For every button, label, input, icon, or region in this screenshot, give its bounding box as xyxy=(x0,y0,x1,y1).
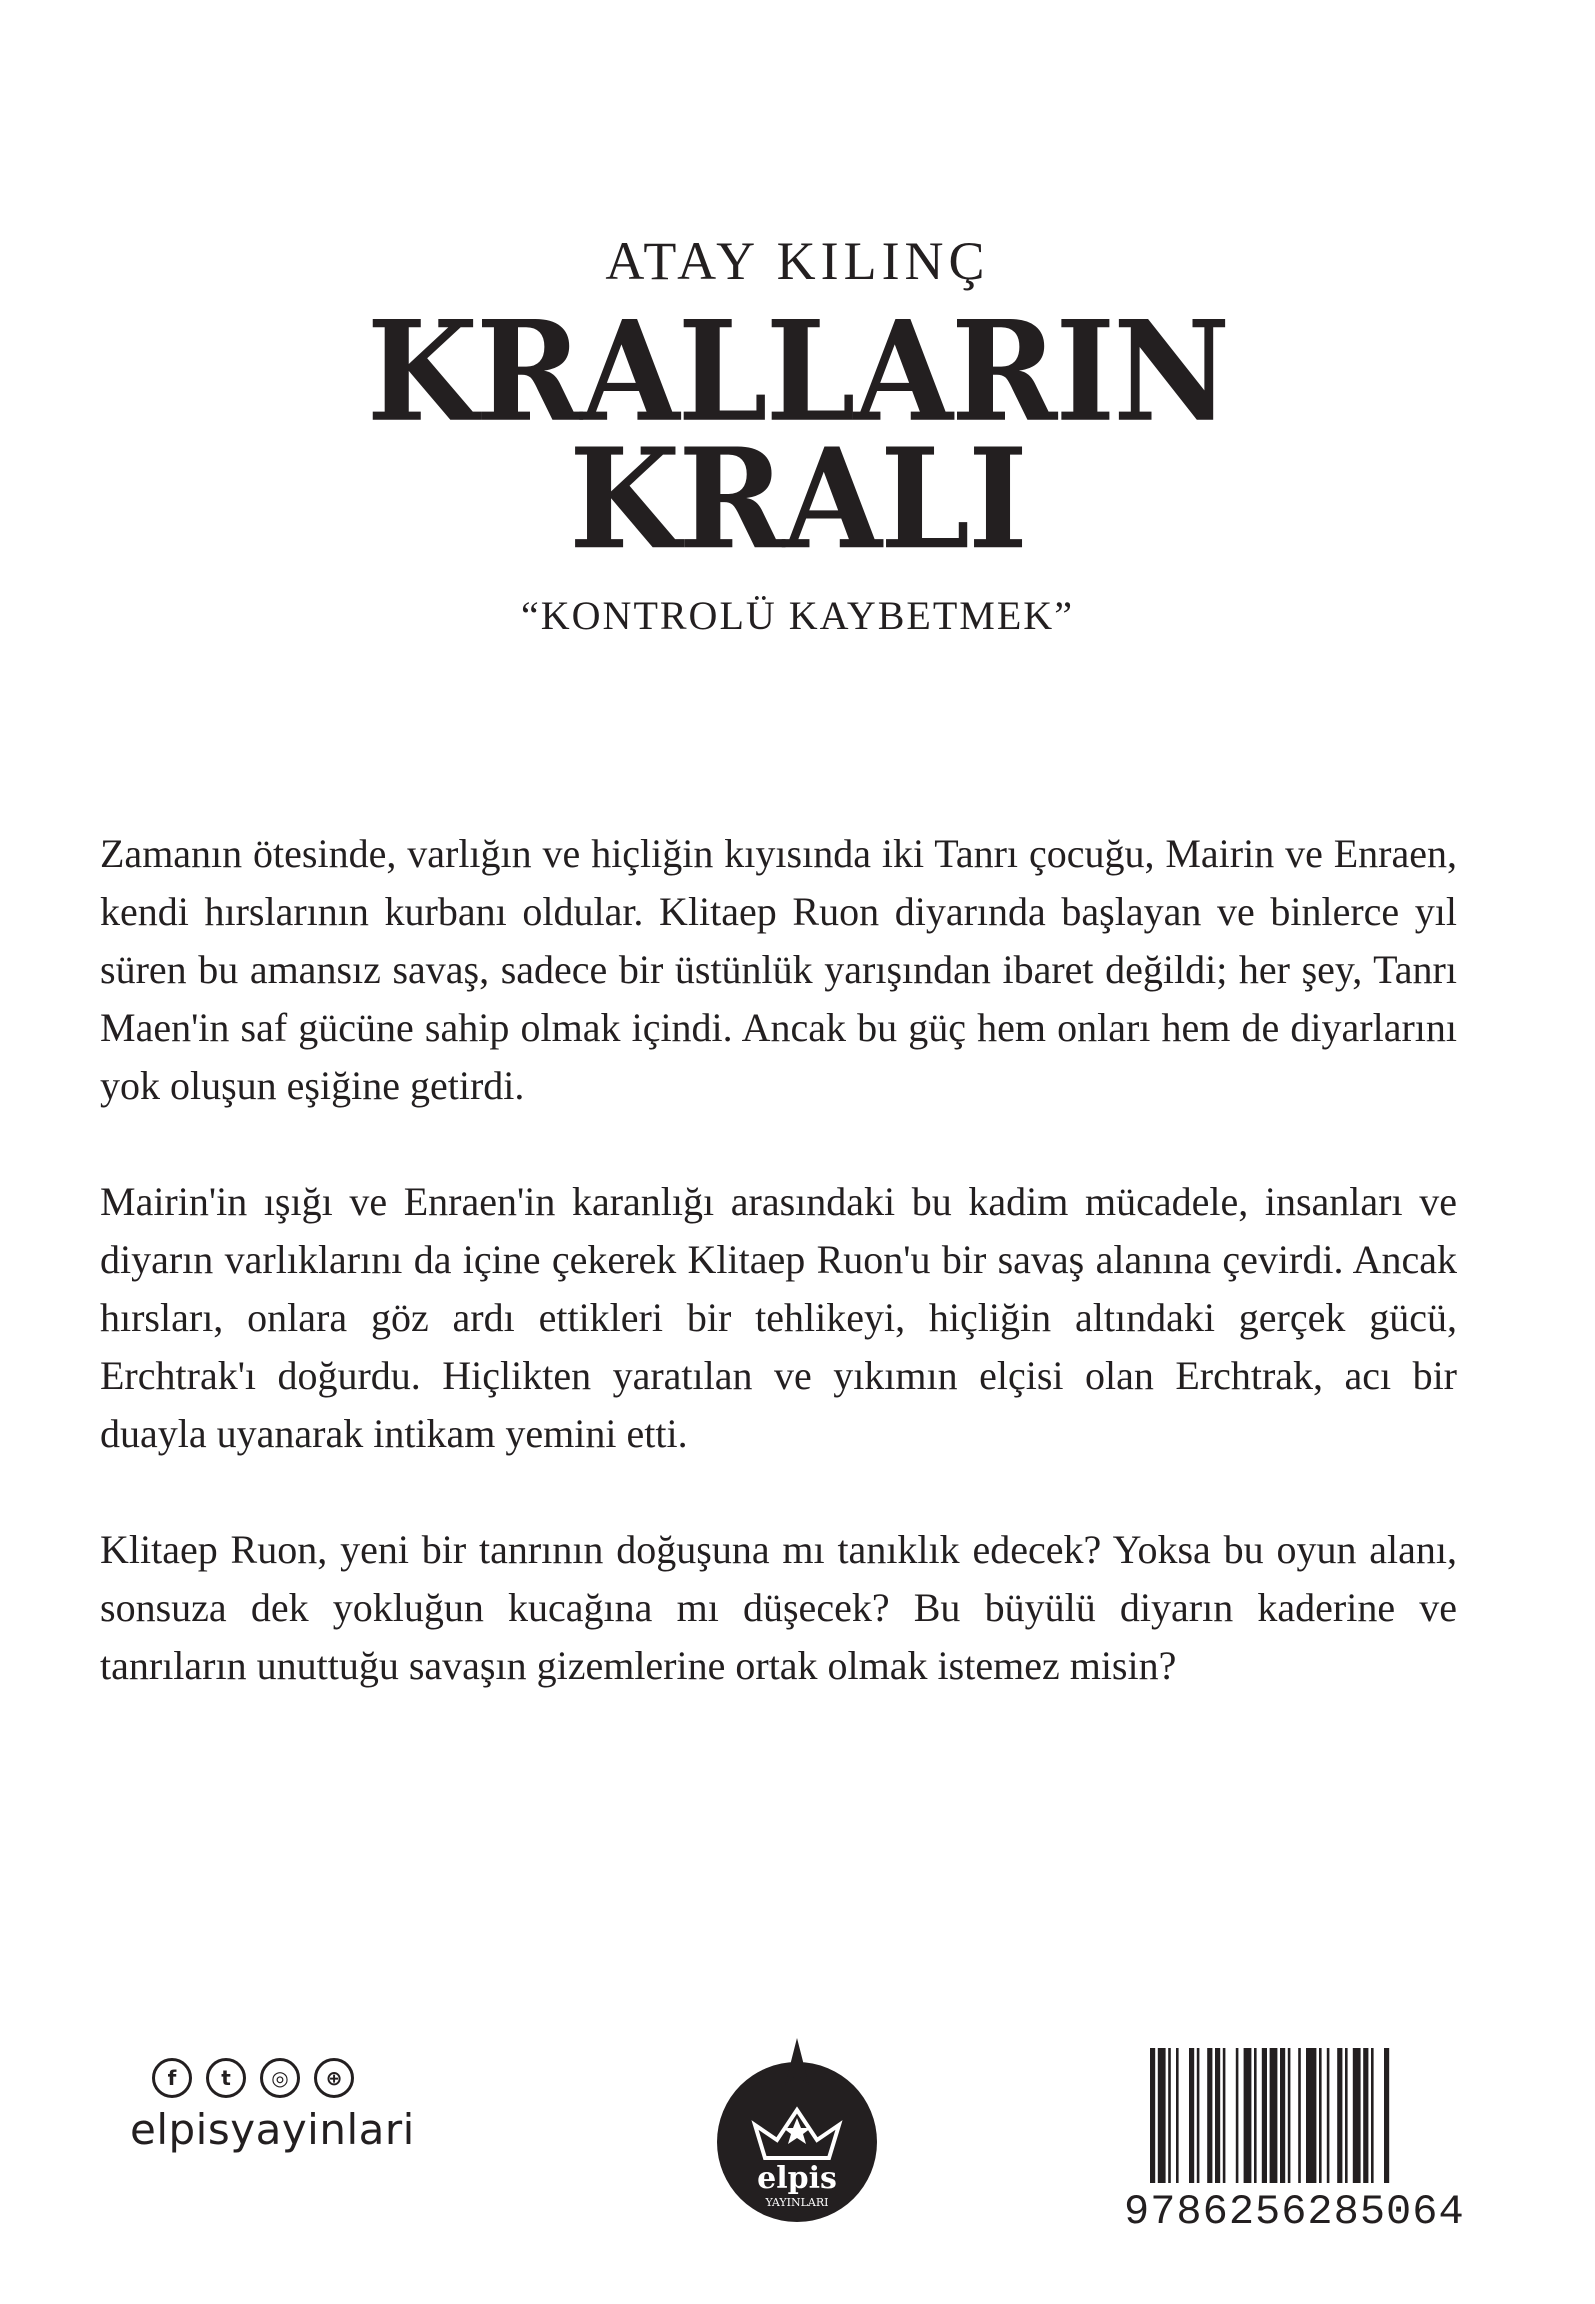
barcode-bar xyxy=(1384,2048,1389,2183)
publisher-logo xyxy=(715,2030,880,2225)
barcode-bar xyxy=(1223,2048,1226,2183)
barcode-bar xyxy=(1197,2048,1200,2183)
barcode-bar xyxy=(1262,2048,1267,2183)
book-subtitle: “KONTROLÜ KAYBETMEK” xyxy=(521,593,1074,638)
barcode-bar xyxy=(1337,2048,1342,2183)
barcode-bar xyxy=(1280,2048,1285,2183)
twitter-icon[interactable]: t xyxy=(206,2058,246,2098)
barcode-bar xyxy=(1327,2048,1330,2183)
barcode-bar xyxy=(1371,2048,1374,2183)
blurb-paragraph: Zamanın ötesinde, varlığın ve hiçliğin kıyısında iki Tanrı çocuğu, Mairin ve Enraen, kendi hırslarının kurbanı oldular. Klitaep Ruon diyarında başlayan ve binlerce yıl süren bu amansız savaş, sadece bir üstünlük yarışından ibaret değildi; her şey, Tanrı Maen'in saf gücüne sahip olmak içindi. Ancak bu güç hem onları hem de diyarlarını yok oluşun eşiğine getirdi. xyxy=(100,831,1457,1108)
logo-word: elpis xyxy=(757,2161,837,2196)
social-icons xyxy=(152,2058,354,2098)
barcode-bar xyxy=(1270,2048,1278,2183)
title-line-2: KRALI xyxy=(569,418,1026,581)
title-line-1: KRALLARIN xyxy=(366,291,1229,454)
facebook-icon[interactable]: f xyxy=(152,2058,192,2098)
barcode-bar xyxy=(1158,2048,1166,2183)
blurb-paragraph: Mairin'in ışığı ve Enraen'in karanlığı arasındaki bu kadim mücadele, insanları ve diyarın varlıklarını da içine çekerek Klitaep Ruon'u bir savaş alanına çevirdi. Ancak hırsları, onlara göz ardı ettikleri bir tehlikeyi, hiçliğin altındaki gerçek gücü, Erchtrak'ı doğurdu. Hiçlikten yaratılan ve yıkımın elçisi olan Erchtrak, acı bir duayla uyanarak intikam yemini etti. xyxy=(100,1179,1457,1456)
barcode-bar xyxy=(1345,2048,1348,2183)
barcode-bar xyxy=(1288,2048,1291,2183)
instagram-icon[interactable]: ◎ xyxy=(260,2058,300,2098)
barcode-bar xyxy=(1150,2048,1155,2183)
blurb-paragraph: Klitaep Ruon, yeni bir tanrının doğuşuna mı tanıklık edecek? Yoksa bu oyun alanı, sonsuza dek yokluğun kucağına mı düşecek? Bu büyülü diyarın kaderine ve tanrıların unuttuğu savaşın gizemlerine ortak olmak istemez misin? xyxy=(100,1527,1457,1688)
barcode-bar xyxy=(1207,2048,1212,2183)
barcode-bar xyxy=(1298,2048,1301,2183)
barcode-bar xyxy=(1254,2048,1257,2183)
publisher-handle: elpisyayinlari xyxy=(130,2105,415,2154)
barcode xyxy=(1150,2048,1455,2183)
barcode-bar xyxy=(1363,2048,1368,2183)
isbn-number: 9786256285064 xyxy=(1124,2188,1465,2236)
globe-icon[interactable]: ⊕ xyxy=(314,2058,354,2098)
barcode-bar xyxy=(1189,2048,1194,2183)
barcode-bar xyxy=(1176,2048,1179,2183)
blurb xyxy=(100,825,1457,1753)
barcode-bar xyxy=(1168,2048,1171,2183)
author-name: ATAY KILINÇ xyxy=(605,231,990,291)
barcode-bar xyxy=(1306,2048,1316,2183)
barcode-bar xyxy=(1236,2048,1239,2183)
book-title xyxy=(0,291,1595,581)
barcode-bar xyxy=(1244,2048,1252,2183)
barcode-bar xyxy=(1353,2048,1361,2183)
logo-sub: YAYINLARI xyxy=(765,2196,829,2209)
barcode-bar xyxy=(1215,2048,1220,2183)
barcode-bar xyxy=(1319,2048,1322,2183)
